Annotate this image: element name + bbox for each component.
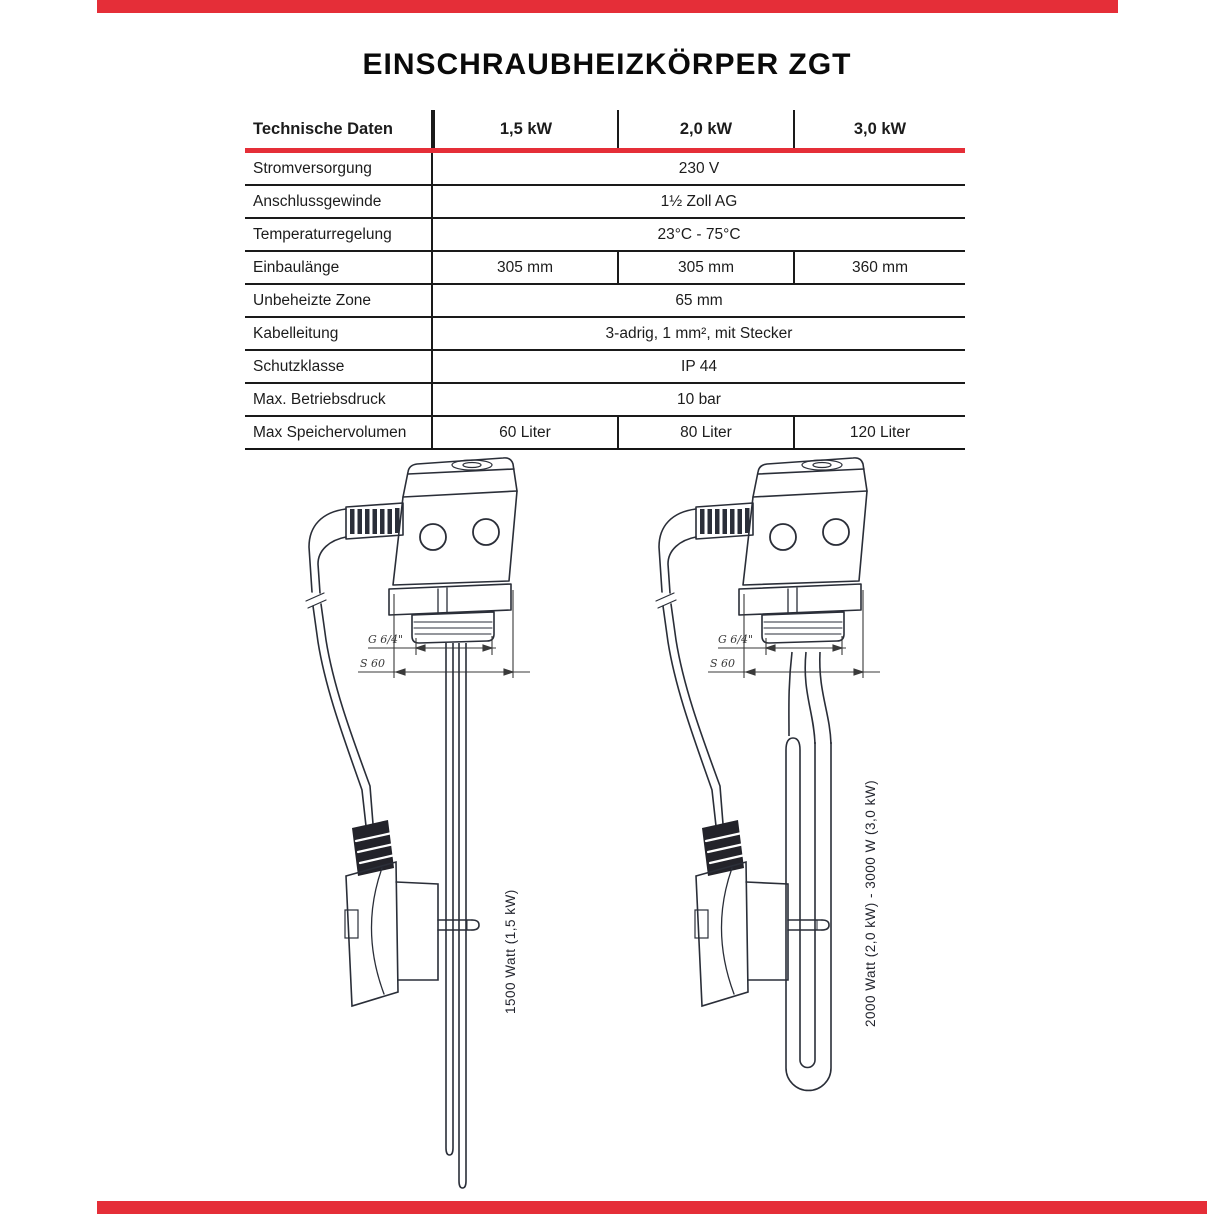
row-label: Max. Betriebsdruck [245,384,433,415]
row-value: 3-adrig, 1 mm², mit Stecker [605,324,793,342]
column-header-1-5kw: 1,5 kW [433,110,617,148]
row-value-2: 80 Liter [617,417,793,448]
row-value-3: 120 Liter [793,417,965,448]
row-label: Schutzklasse [245,351,433,382]
table-header-row [245,110,965,148]
row-label: Anschlussgewinde [245,186,433,217]
heating-rods-straight [446,643,466,1188]
table-row [245,219,965,252]
row-value: 1½ Zoll AG [660,192,738,210]
table-row [245,285,965,318]
thread-size-label: G 6/4" [718,633,754,646]
row-label: Kabelleitung [245,318,433,349]
row-value: IP 44 [681,357,717,375]
page-title: EINSCHRAUBHEIZKÖRPER ZGT [362,48,852,81]
row-value-1: 60 Liter [499,423,551,441]
thermostat-head [696,458,867,643]
thread-size-label: G 6/4" [368,633,404,646]
row-value-3: 360 mm [793,252,965,283]
row-label: Stromversorgung [245,153,433,184]
table-row [245,417,965,450]
table-row [245,351,965,384]
top-accent-bar [97,0,1118,13]
heating-rods-loop [786,652,831,1090]
table-row [245,153,965,186]
table-header-label: Technische Daten [245,110,433,148]
row-label: Temperaturregelung [245,219,433,250]
power-rating-label: 1500 Watt (1,5 kW) [503,889,518,1014]
drawing-heater-2-3kw [632,452,932,1214]
row-value: 23°C - 75°C [657,225,741,243]
power-rating-label: 2000 Watt (2,0 kW) - 3000 W (3,0 kW) [863,779,878,1027]
wrench-size-label: S 60 [360,657,386,670]
column-header-2-0kw: 2,0 kW [617,110,793,148]
drawing-heater-1-5kw [282,452,582,1214]
table-row [245,186,965,219]
row-value: 10 bar [677,390,721,408]
row-value-1: 305 mm [497,258,553,276]
table-row [245,318,965,351]
row-label: Max Speichervolumen [245,417,433,448]
column-header-3-0kw: 3,0 kW [793,110,965,148]
row-value: 230 V [678,159,720,177]
row-label: Einbaulänge [245,252,433,283]
table-row [245,384,965,417]
thermostat-head [346,458,517,643]
technical-data-table [245,110,965,450]
wrench-size-label: S 60 [710,657,736,670]
row-value-2: 305 mm [617,252,793,283]
row-value: 65 mm [675,291,723,309]
row-label: Unbeheizte Zone [245,285,433,316]
table-row [245,252,965,285]
